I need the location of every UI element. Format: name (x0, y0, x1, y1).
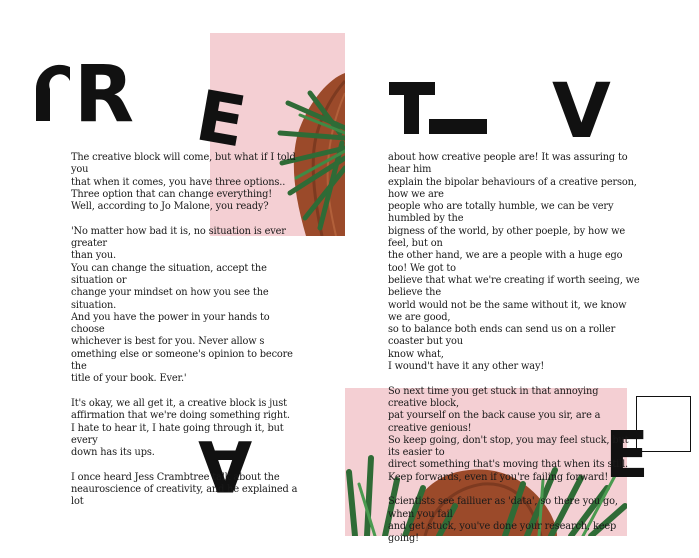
title-letter-c (30, 59, 74, 124)
right-text-column (388, 152, 640, 558)
title-letter-r: R (74, 50, 135, 140)
title-letter-e: E (605, 419, 649, 493)
left-text-column (71, 152, 303, 521)
title-letter-a-inverted: A (198, 424, 253, 506)
title-letter-e-tilted: E (190, 74, 252, 164)
paragraph: It's okay, we all get it, a creative block is just affirmation that we're doing something right. I hate to hear it, I hate going through it, but every down has its ups. (71, 397, 290, 459)
paragraph: about how creative people are! It was assuring to hear him explain the bipolar behaviours of a creative person, how we are people who are totally humble, we can be very humbled by the bigness of the world, by other poeple, by how we feel, but on the other hand, we are a people with a huge ego too! We got to believe that what we're creating if worth seeing, we believe the world would not be the same without it, we know we are good, so to balance both ends can send us on a roller coaster but you know what, I wound't have it any other way! (388, 152, 640, 373)
paragraph: So next time you get stuck in that annoying creative block, pat yourself on the back cause you sir, are a creative genious! So keep going, don't stop, you may feel stuck, but its easier to direct something that's moving that when its still. Keep forwards, even if you're failing forward! (388, 385, 629, 483)
letter-c-shape (30, 59, 74, 121)
paragraph: Scientists see failiuer as 'data', so there you go, when you fail and get stuck, you've done your research, keep going! (388, 496, 618, 545)
paragraph-quote: 'No matter how bad it is, no situation is ever greater than you. You can change the situation, accept the situation or change your mindset on how you see the situation. And you have the power in your hands to choose whichever is best for you. Never allow s omething else or someone's opinion to becore the title of your book. Ever.' (71, 225, 293, 385)
letter-t-shape (389, 82, 489, 136)
title-letter-t (389, 82, 489, 139)
outline-square-frame (636, 396, 691, 452)
paragraph: The creative block will come, but what if I told you that when it comes, you have three options.. Three option that can change everything! Well, according to Jo Malone, you ready? (71, 152, 296, 213)
title-letter-v: V (552, 66, 611, 155)
paragraph: I once heard Jess Crambtree talk about the neauroscience of creativity, and he explained a lot (71, 471, 298, 508)
